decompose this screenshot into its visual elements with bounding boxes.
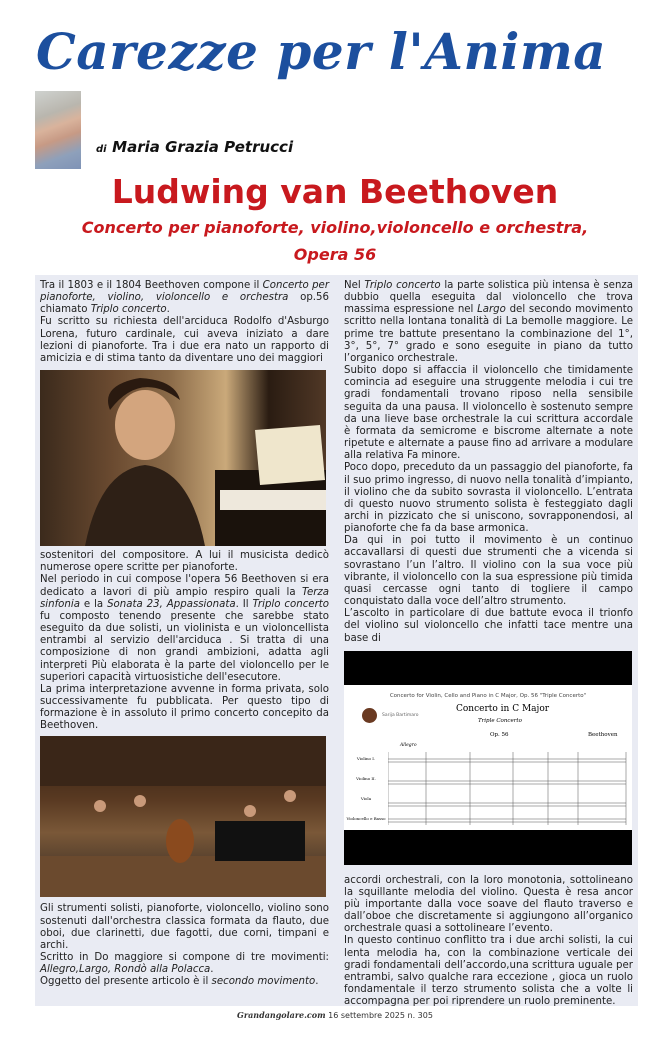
score-composer: Beethoven (588, 731, 618, 738)
text: fu composto tenendo presente che sarebbe stato eseguito da due solisti, un violinista e un violoncellista entrambi al servizio dell'arciduca . Si tratta di una composizione di non grandi ambizioni, adatta agli interpreti Più elaborata è la parte del violoncello per le superiori capacità virtuosistiche dell'esecutore. (40, 610, 329, 683)
italic-text: Concerto per pianoforte, violino, violoncello e orchestra (40, 280, 330, 304)
text: la parte solistica più intensa è senza dubbio quella eseguita dal violoncello che trova massima espressione nel (344, 280, 633, 316)
text: Oggetto del presente articolo è il (40, 976, 212, 988)
score-tempo: Allegro (400, 742, 417, 748)
text: . (210, 964, 214, 976)
italic-text: Terza sinfonia (40, 586, 329, 610)
paragraph (40, 550, 329, 574)
text: Tra il 1803 e il 1804 Beethoven compone il (40, 280, 263, 291)
text: La prima interpretazione avvenne in forma privata, solo successivamente fu pubblicata. Per questo tipo di formazione è in assoluto il primo concerto concepito da Beethoven. (40, 683, 329, 732)
video-caption: Concerto for Violin, Cello and Piano in C Major, Op. 56 "Triple Concerto" (389, 692, 587, 699)
stave-label: Violino II. (356, 775, 376, 781)
score-staves (346, 749, 386, 829)
article-headline: Ludwing van Beethoven (111, 172, 559, 211)
paragraph (344, 875, 633, 936)
music-staff-lines (388, 747, 628, 827)
beethoven-painting-image (40, 370, 326, 546)
left-column (40, 280, 329, 989)
text: . Il (235, 598, 253, 610)
italic-text: Sonata 23, Appassionata (107, 598, 236, 610)
left-text-block (40, 903, 329, 988)
text: Scritto in Do maggiore si compone di tre movimenti: (40, 952, 329, 964)
paragraph (40, 976, 329, 988)
text: Fu scritto su richiesta dell'arciduca Rodolfo d'Asburgo Lorena, futuro cardinale, cui aveva iniziato a dare lezioni di pianoforte. Tra i due era nato un rapporto di amicizia e di stima tanto da diventare uno dei maggiori (40, 316, 329, 364)
paragraph (40, 952, 329, 976)
right-text-block (344, 875, 633, 1009)
orchestra-illustration (40, 736, 326, 897)
text: e la (79, 598, 108, 610)
magazine-title: Carezze per l'Anima (36, 22, 607, 81)
paragraph (344, 365, 633, 462)
text: Gli strumenti solisti, pianoforte, violoncello, violino sono sostenuti dall'orchestra classica formata da flauto, due oboi, due clarinetti, due fagotti, due corni, timpani e archi. (40, 903, 329, 951)
text: Da qui in poi tutto il movimento è un continuo accavallarsi di questi due strumenti che a vicenda si sovrastano l’un l’altro. Il violino con la sua voce più vibrante, il violoncello con la sua espressione più timida quasi cercasse ogni tanto di togliere il campo conquistato dalla voce dell’altro strumento. (344, 535, 633, 608)
paragraph (40, 316, 329, 365)
italic-text: secondo movimento (211, 976, 316, 988)
author-prefix: di (96, 144, 107, 155)
right-text-block (344, 280, 633, 645)
stave-label: Violino I. (356, 755, 376, 761)
paragraph (40, 903, 329, 952)
paragraph (344, 935, 633, 1008)
text: op.56 chiamato (40, 292, 330, 316)
paragraph (344, 280, 633, 365)
stave-label: Viola (360, 795, 372, 801)
beethoven-illustration (40, 370, 326, 546)
left-text-block (40, 280, 329, 365)
italic-text: Largo (477, 304, 506, 316)
right-column (344, 280, 633, 1008)
text: del secondo movimento scritto nella lontana tonalità di La bemolle maggiore. Le prime tre battute presentano la combinazione del 1°, 3°, 5°, 7° grado e sono eseguite in piano da tutto l’organico orchestrale. (344, 304, 633, 364)
paragraph (344, 608, 633, 644)
score-opus: Op. 56 (490, 731, 509, 738)
paragraph (344, 535, 633, 608)
score-subtitle: Triple Concerto (478, 717, 522, 724)
paragraph (40, 684, 329, 733)
left-text-block (40, 550, 329, 732)
text: L’ascolto in particolare di due battute evoca il trionfo del violino sul violoncello che infatti tace mentre una base di (344, 608, 633, 644)
subtitle-line: Concerto per pianoforte, violino,violoncello e orchestra, (81, 218, 589, 237)
paragraph (40, 574, 329, 683)
score-title: Concerto in C Major (456, 703, 550, 714)
author-byline (96, 137, 293, 156)
channel-name: Sarija Bartimaro (382, 712, 419, 718)
orchestra-performance-photo (40, 736, 326, 897)
author-name: Maria Grazia Petrucci (112, 138, 294, 156)
stave-label: Violoncello e Basso (346, 815, 386, 821)
score-sheet (344, 685, 632, 830)
italic-text: Triplo concerto (90, 304, 167, 316)
text: sostenitori del compositore. A lui il musicista dedicò numerose opere scritte per pianoforte. (40, 550, 329, 574)
page-footer (0, 1010, 670, 1020)
italic-text: Triplo concerto (364, 280, 441, 291)
text: accordi orchestrali, con la loro monotonia, sottolineano la squillante melodia del violino. Questa è resa ancor più importante dalla voce soave del flauto traverso e dall’oboe che discretamente si aggiungono all’organico orchestrale quasi a sottolineare l’evento. (344, 874, 633, 935)
text: . (166, 304, 170, 316)
score-video-thumbnail[interactable] (344, 651, 632, 865)
text: Subito dopo si affaccia il violoncello che timidamente comincia ad eseguire una struggente melodia i cui tre gradi fondamentali trovano riposo nella sensibile seguita da una pausa. Il violoncello è sostenuto sempre da una lieve base orchestrale la cui scrittura accordale è formata da semicrome e biscrome alternate a note ripetute e alternate a pause fino ad arrivare a modulare alla relativa Fa minore. (344, 365, 633, 462)
text: . (315, 976, 319, 988)
italic-text: Allegro,Largo, Rondò alla Polacca (40, 964, 211, 976)
subtitle-line: Opera 56 (293, 245, 377, 264)
text: Poco dopo, preceduto da un passaggio del pianoforte, fa il suo primo ingresso, di nuovo nella tonalità d’impianto, il violino che da subito sovrasta il violoncello. L’entrata di questo nuovo strumento solista è festeggiato dagli archi in pizzicato che si uniscono, sovrapponendosi, al pianoforte che fa da base armonica. (344, 462, 633, 535)
author-photo (35, 91, 81, 169)
text: Nel (344, 280, 365, 291)
text: In questo continuo conflitto tra i due archi solisti, la cui lenta melodia ha, con la combinazione verticale dei gradi fondamentali dell’accordo,una scrittura uguale per entrambi, salvo qualche rara eccezione , gioca un ruolo fondamentale il terzo strumento solista che a volte li accompagna per poi riprendere un ruolo preminente. (344, 935, 633, 1008)
paragraph (344, 462, 633, 535)
text: Nel periodo in cui compose l'opera 56 Beethoven si era dedicato a lavori di più ampio respiro quali la (40, 574, 329, 598)
footer-issue: 16 settembre 2025 n. 305 (328, 1011, 433, 1020)
italic-text: Triplo concerto (252, 598, 329, 610)
article-subtitle (30, 214, 640, 268)
channel-avatar (362, 708, 377, 723)
footer-site: Grandangolare.com (237, 1010, 326, 1020)
paragraph (40, 280, 329, 316)
